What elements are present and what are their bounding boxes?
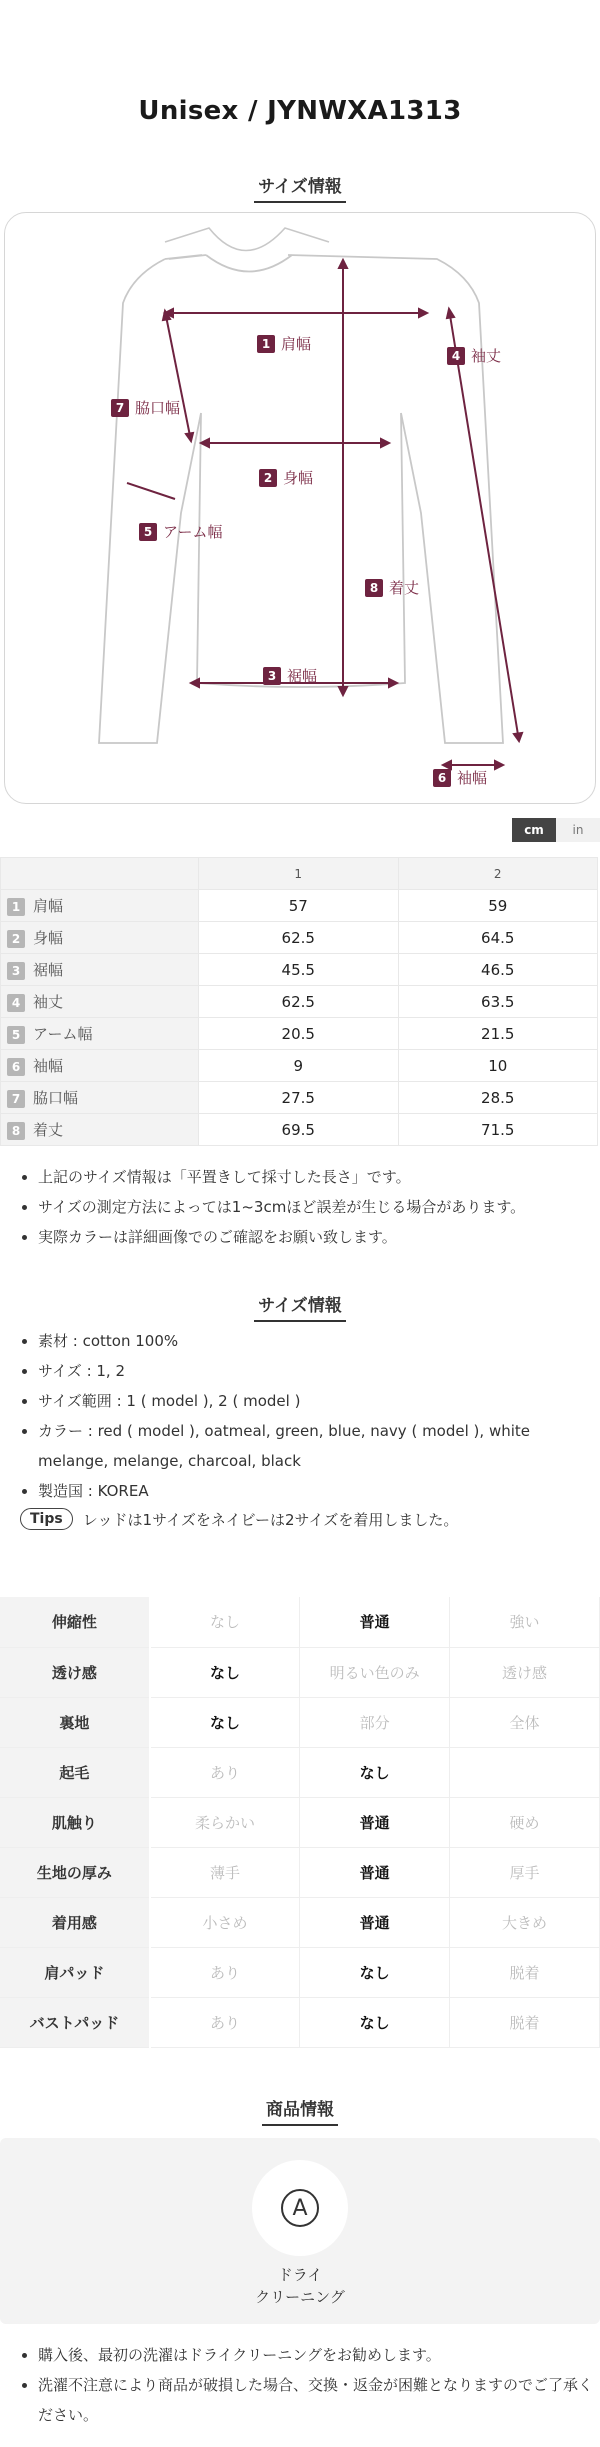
- list-item: 実際カラーは詳細画像でのご確認をお願い致します。: [22, 1222, 600, 1252]
- care-symbol: A: [281, 2189, 319, 2227]
- attribute-label: バストパッド: [0, 1997, 150, 2047]
- measure-label-chest: 2 身幅: [259, 467, 313, 488]
- tips-note: [20, 1508, 458, 1530]
- list-item: 上記のサイズ情報は「平置きして採寸した長さ」です。: [22, 1162, 600, 1192]
- attribute-option: 小さめ: [150, 1897, 300, 1947]
- size-diagram: [4, 212, 596, 804]
- attribute-option: なし: [150, 1597, 300, 1647]
- table-row: 4 袖丈 62.5 63.5: [1, 986, 598, 1018]
- size-table-header: [1, 858, 598, 890]
- fabric-attributes-table: [0, 1597, 600, 2048]
- attribute-option: 普通: [300, 1897, 450, 1947]
- attribute-option: あり: [150, 1947, 300, 1997]
- attribute-option: 硬め: [450, 1797, 600, 1847]
- header-size-2: 2: [398, 858, 598, 890]
- table-row: [0, 1647, 600, 1697]
- info-section-heading: サイズ情報: [0, 1291, 600, 1322]
- size-notes: [22, 1162, 600, 1252]
- measurement-lines: [5, 213, 596, 804]
- size-table: [0, 857, 598, 1146]
- attribute-option: 強い: [450, 1597, 600, 1647]
- attribute-label: 着用感: [0, 1897, 150, 1947]
- table-row: [0, 1847, 600, 1897]
- product-notes: [22, 2340, 600, 2430]
- header-size-1: 1: [199, 858, 399, 890]
- attribute-option: 脱着: [450, 1997, 600, 2047]
- attribute-option: [450, 1747, 600, 1797]
- attribute-option: 部分: [300, 1697, 450, 1747]
- table-row: 1 肩幅 57 59: [1, 890, 598, 922]
- table-row: 5 アーム幅 20.5 21.5: [1, 1018, 598, 1050]
- attribute-option: 透け感: [450, 1647, 600, 1697]
- tips-text: レッドは1サイズをネイビーは2サイズを着用しました。: [82, 1510, 459, 1529]
- attribute-option: 大きめ: [450, 1897, 600, 1947]
- attribute-option: 普通: [300, 1797, 450, 1847]
- measure-label-cuff-width: 6 袖幅: [433, 767, 487, 788]
- attribute-option: 厚手: [450, 1847, 600, 1897]
- table-row: [0, 1897, 600, 1947]
- attribute-option: 明るい色のみ: [300, 1647, 450, 1697]
- list-item: カラー : red ( model ), oatmeal, green, blue, navy ( model ), white melange, melange, charcoal, black: [22, 1416, 600, 1476]
- attribute-label: 生地の厚み: [0, 1847, 150, 1897]
- attribute-option: あり: [150, 1997, 300, 2047]
- list-item: 洗濯不注意により商品が破損した場合、交換・返金が困難となりますのでご了承ください。: [22, 2370, 600, 2430]
- list-item: 購入後、最初の洗濯はドライクリーニングをお勧めします。: [22, 2340, 600, 2370]
- table-row: 8 着丈 69.5 71.5: [1, 1114, 598, 1146]
- attribute-option: 薄手: [150, 1847, 300, 1897]
- table-row: [0, 1947, 600, 1997]
- list-item: サイズ範囲 : 1 ( model ), 2 ( model ): [22, 1386, 600, 1416]
- unit-toggle: [512, 818, 600, 842]
- attribute-label: 肌触り: [0, 1797, 150, 1847]
- measure-label-arm-width: 5 アーム幅: [139, 521, 223, 542]
- table-row: [0, 1997, 600, 2047]
- table-row: [0, 1797, 600, 1847]
- attribute-option: 普通: [300, 1597, 450, 1647]
- measure-label-shoulder: 1 肩幅: [257, 333, 311, 354]
- care-panel: [0, 2138, 600, 2324]
- tips-badge: Tips: [20, 1508, 73, 1530]
- list-item: サイズの測定方法によっては1~3cmほど誤差が生じる場合があります。: [22, 1192, 600, 1222]
- attribute-option: 普通: [300, 1847, 450, 1897]
- list-item: 製造国 : KOREA: [22, 1476, 600, 1506]
- table-row: 3 裾幅 45.5 46.5: [1, 954, 598, 986]
- table-row: [0, 1747, 600, 1797]
- attribute-option: なし: [300, 1947, 450, 1997]
- table-row: [0, 1597, 600, 1647]
- attribute-label: 裏地: [0, 1697, 150, 1747]
- unit-in-button[interactable]: in: [556, 818, 600, 842]
- table-row: [0, 1697, 600, 1747]
- attribute-label: 肩パッド: [0, 1947, 150, 1997]
- size-section-heading: サイズ情報: [0, 172, 600, 203]
- measure-label-sleeve-length: 4 袖丈: [447, 345, 501, 366]
- list-item: サイズ : 1, 2: [22, 1356, 600, 1386]
- table-row: 7 脇口幅 27.5 28.5: [1, 1082, 598, 1114]
- measure-label-armhole-width: 7 脇口幅: [111, 397, 180, 418]
- attribute-option: 柔らかい: [150, 1797, 300, 1847]
- attribute-option: なし: [300, 1747, 450, 1797]
- product-section-heading: 商品情報: [0, 2095, 600, 2126]
- table-row: 2 身幅 62.5 64.5: [1, 922, 598, 954]
- measure-label-hem: 3 裾幅: [263, 665, 317, 686]
- measure-label-total-length: 8 着丈: [365, 577, 419, 598]
- attribute-option: 全体: [450, 1697, 600, 1747]
- attribute-label: 透け感: [0, 1647, 150, 1697]
- unit-cm-button[interactable]: cm: [512, 818, 556, 842]
- care-label: ドライ クリーニング: [255, 2266, 345, 2306]
- dry-clean-icon: [252, 2160, 348, 2256]
- header-blank: [1, 858, 199, 890]
- product-title: Unisex / JYNWXA1313: [138, 96, 462, 126]
- attribute-option: なし: [300, 1997, 450, 2047]
- attribute-label: 伸縮性: [0, 1597, 150, 1647]
- attribute-option: 脱着: [450, 1947, 600, 1997]
- product-info-list: [22, 1326, 600, 1506]
- attribute-option: なし: [150, 1647, 300, 1697]
- attribute-option: あり: [150, 1747, 300, 1797]
- attribute-option: なし: [150, 1697, 300, 1747]
- attribute-label: 起毛: [0, 1747, 150, 1797]
- table-row: 6 袖幅 9 10: [1, 1050, 598, 1082]
- list-item: 素材 : cotton 100%: [22, 1326, 600, 1356]
